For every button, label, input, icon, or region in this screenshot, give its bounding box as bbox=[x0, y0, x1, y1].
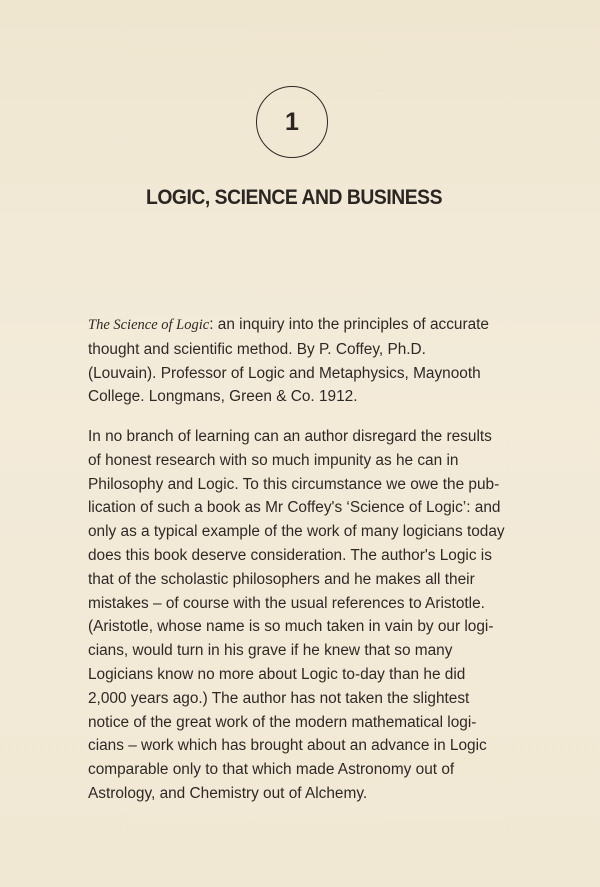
citation-line-3: (Louvain). Professor of Logic and Metaphysics, Maynooth bbox=[88, 364, 481, 382]
citation-line-2: thought and scientific method. By P. Coffey, Ph.D. bbox=[88, 340, 426, 358]
citation-paragraph bbox=[88, 313, 505, 409]
paragraph-line: of honest research with so much impunity as he can in bbox=[88, 451, 459, 469]
paragraph-line: 2,000 years ago.) The author has not taken the slightest bbox=[88, 689, 470, 707]
citation-line-1 bbox=[88, 313, 505, 338]
chapter-title: LOGIC, SCIENCE AND BUSINESS bbox=[145, 186, 443, 209]
paragraph-line: Philosophy and Logic. To this circumstance we owe the pub- bbox=[88, 475, 500, 493]
paragraph-line: comparable only to that which made Astronomy out of bbox=[88, 761, 455, 779]
book-title: The Science of Logic bbox=[88, 317, 210, 333]
paragraph-line: Astrology, and Chemistry out of Alchemy. bbox=[88, 784, 368, 802]
chapter-number: 1 bbox=[285, 107, 299, 136]
paragraph-line: In no branch of learning can an author disregard the results bbox=[88, 428, 492, 445]
paragraph-line: cians, would turn in his grave if he knew that so many bbox=[88, 642, 453, 660]
paragraph-line: mistakes – of course with the usual references to Aristotle. bbox=[88, 594, 485, 612]
paragraph-line: Logicians know no more about Logic to-day than he did bbox=[88, 665, 466, 683]
paragraph-line: cians – work which has brought about an advance in Logic bbox=[88, 737, 487, 755]
paragraph-line: does this book deserve consideration. The author's Logic is bbox=[88, 546, 492, 564]
citation-line-4: College. Longmans, Green & Co. 1912. bbox=[88, 388, 358, 406]
chapter-number-circle bbox=[256, 86, 328, 158]
paragraph-line: that of the scholastic philosophers and he makes all their bbox=[88, 570, 475, 588]
review-paragraph bbox=[88, 425, 505, 806]
paragraph-line: only as a typical example of the work of many logicians today bbox=[88, 523, 505, 541]
citation-line-1-text: : an inquiry into the principles of accurate bbox=[209, 316, 489, 333]
paragraph-line: notice of the great work of the modern mathematical logi- bbox=[88, 713, 477, 731]
paragraph-line: (Aristotle, whose name is so much taken in vain by our logi- bbox=[88, 618, 494, 636]
paragraph-line: lication of such a book as Mr Coffey's ‘Science of Logic’: and bbox=[88, 499, 501, 517]
